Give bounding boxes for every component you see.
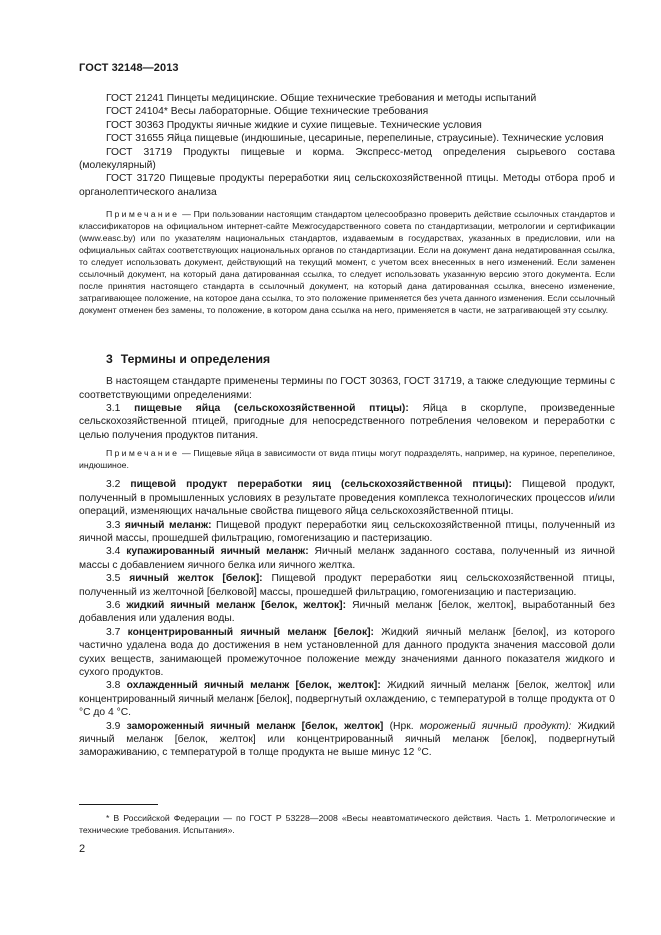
ref-gost-21241: ГОСТ 21241 Пинцеты медицинские. Общие технические требования и методы испытаний <box>106 93 537 104</box>
term-number: 3.4 <box>106 546 121 558</box>
ref-gost-30363: ГОСТ 30363 Продукты яичные жидкие и сухие пищевые. Технические условия <box>106 119 482 131</box>
term-number: 3.2 <box>106 479 121 491</box>
term-3-9 <box>79 720 615 760</box>
term-3-7 <box>79 626 615 680</box>
page-body <box>79 92 615 760</box>
term-definition: Яйца в скорлупе, произведенные сельскохозяйственной птицей, пригодные для непосредственного потребления человеком и переработки с целью получения продуктов питания. <box>79 403 615 441</box>
term-definition: Пищевой продукт переработки яиц сельскохозяйственной птицы, полученный из яичной массы, прошедшей фильтрацию, гомогенизацию и пастеризацию. <box>79 519 615 544</box>
footnote-divider <box>79 804 158 805</box>
term-name: концентрированный яичный меланж [белок]: <box>127 626 374 638</box>
term-name: пищевой продукт переработки яиц (сельскохозяйственной птицы): <box>130 479 512 491</box>
term-definition: Яичный меланж [белок, желток], выработанный без добавления или удаления воды. <box>79 599 615 625</box>
term-number: 3.5 <box>106 573 121 585</box>
term-name: охлажденный яичный меланж [белок, желток]: <box>126 680 381 692</box>
term-number: 3.7 <box>106 626 121 638</box>
term-name: яичный желток [белок]: <box>129 573 263 585</box>
note-label: Примечание <box>106 209 180 220</box>
term-number: 3.6 <box>106 599 121 611</box>
section-number: 3 <box>106 352 113 367</box>
term-definition: Жидкий яичный меланж [белок, желток] или концентрированный яичный меланж [белок], подвергнутый замораживанию, с температурой в толще продукта не выше минус 12 °С. <box>79 720 615 759</box>
term-number: 3.9 <box>106 720 121 732</box>
term-nrk-prefix: (Нрк. <box>383 720 420 732</box>
term-3-5 <box>79 572 615 599</box>
footnote: * В Российской Федерации — по ГОСТ Р 53228—2008 «Весы неавтоматического действия. Часть 1. Метрологические и технические требования. Испытания». <box>79 813 615 835</box>
note-text: — Пищевые яйца в зависимости от вида птицы могут подразделять, например, на куриное, перепелиное, индюшиное. <box>79 448 615 471</box>
term-definition: Жидкий яичный меланж [белок, желток] или концентрированный яичный меланж [белок], подвергнутый охлаждению, с температурой в толще продукта от 0 °С до 4 °С. <box>79 680 615 719</box>
term-definition: Яичный меланж заданного состава, полученный из яичной массы с добавлением яичного белка или яичного желтка. <box>79 546 615 571</box>
term-definition: Пищевой продукт переработки яиц сельскохозяйственной птицы, полученный из желточной [белковой] массы, прошедшей фильтрацию, гомогенизацию и пастеризацию. <box>79 573 615 598</box>
running-header: ГОСТ 32148—2013 <box>79 62 179 74</box>
term-number: 3.8 <box>106 680 121 692</box>
term-3-8 <box>79 679 615 719</box>
ref-gost-31655: ГОСТ 31655 Яйца пищевые (индюшиные, цесариные, перепелиные, страусиные). Технические условия <box>106 133 604 145</box>
term-name: замороженный яичный меланж [белок, желток] <box>126 720 384 732</box>
page-number: 2 <box>79 843 86 855</box>
term-3-6 <box>79 599 615 626</box>
note-eggs <box>79 447 615 471</box>
term-3-1 <box>79 402 615 442</box>
ref-gost-24104: ГОСТ 24104* Весы лабораторные. Общие технические требования <box>106 106 429 118</box>
term-name: жидкий яичный меланж [белок, желток]: <box>126 599 347 611</box>
note-references <box>79 208 615 316</box>
note-text: — При пользовании настоящим стандартом целесообразно проверить действие ссылочных стандартов и классификаторов на официальном интернет-сайте Межгосударственного совета по стандартизации, метрологии и сертификации (www.easc.by) или по указателям национальных стандартов, издаваемым в государствах, указанных в предисловии, или на официальных сайтах соответствующих национальных органов по стандартизации. Если на документ дана недатированная ссылка, то следует использовать документ, действующий на текущий момент, с учетом всех внесенных в него изменений. Если заменен ссылочный документ, на который дана датированная ссылка, то следует использовать указанную версию этого документа. Если после принятия настоящего стандарта в ссылочный документ, на который дана датированная ссылка, внесено изменение, затрагивающее положение, на которое дана ссылка, то это положение применяется без учета данного изменения. Если ссылочный документ отменен без замены, то положение, в котором дана ссылка на него, применяется в части, не затрагивающей эту ссылку. <box>79 209 615 316</box>
note-label: Примечание <box>106 448 180 459</box>
section-heading <box>79 352 615 366</box>
ref-gost-31719: ГОСТ 31719 Продукты пищевые и корма. Экспресс-метод определения сырьевого состава (молекулярный) <box>79 146 615 172</box>
term-3-4 <box>79 545 615 572</box>
term-3-3 <box>79 519 615 546</box>
ref-gost-31720: ГОСТ 31720 Пищевые продукты переработки яиц сельскохозяйственной птицы. Методы отбора проб и органолептического анализа <box>79 173 615 198</box>
term-number: 3.1 <box>106 403 121 415</box>
term-nrk: мороженый яичный продукт): <box>419 720 572 732</box>
term-name: яичный меланж: <box>124 519 212 531</box>
term-definition: Пищевой продукт, полученный в промышленных условиях в результате проведения комплекса технологических процессов и/или операций, изменяющих начальные свойства пищевого яйца сельскохозяйственной птицы. <box>79 479 615 518</box>
term-number: 3.3 <box>106 519 121 531</box>
section-intro: В настоящем стандарте применены термины по ГОСТ 30363, ГОСТ 31719, а также следующие термины с соответствующими определениями: <box>79 376 615 401</box>
term-definition: Жидкий яичный меланж [белок], из которого частично удалена вода до достижения в нем установленной для данного продукта значения массовой доли сухих веществ, занимающей промежуточное положение между значениями данного показателя жидкого и сухого продуктов. <box>79 626 615 678</box>
term-name: пищевые яйца (сельскохозяйственной птицы): <box>134 403 409 415</box>
term-name: купажированный яичный меланж: <box>126 546 309 558</box>
term-3-2 <box>79 478 615 518</box>
section-title: Термины и определения <box>120 352 271 367</box>
